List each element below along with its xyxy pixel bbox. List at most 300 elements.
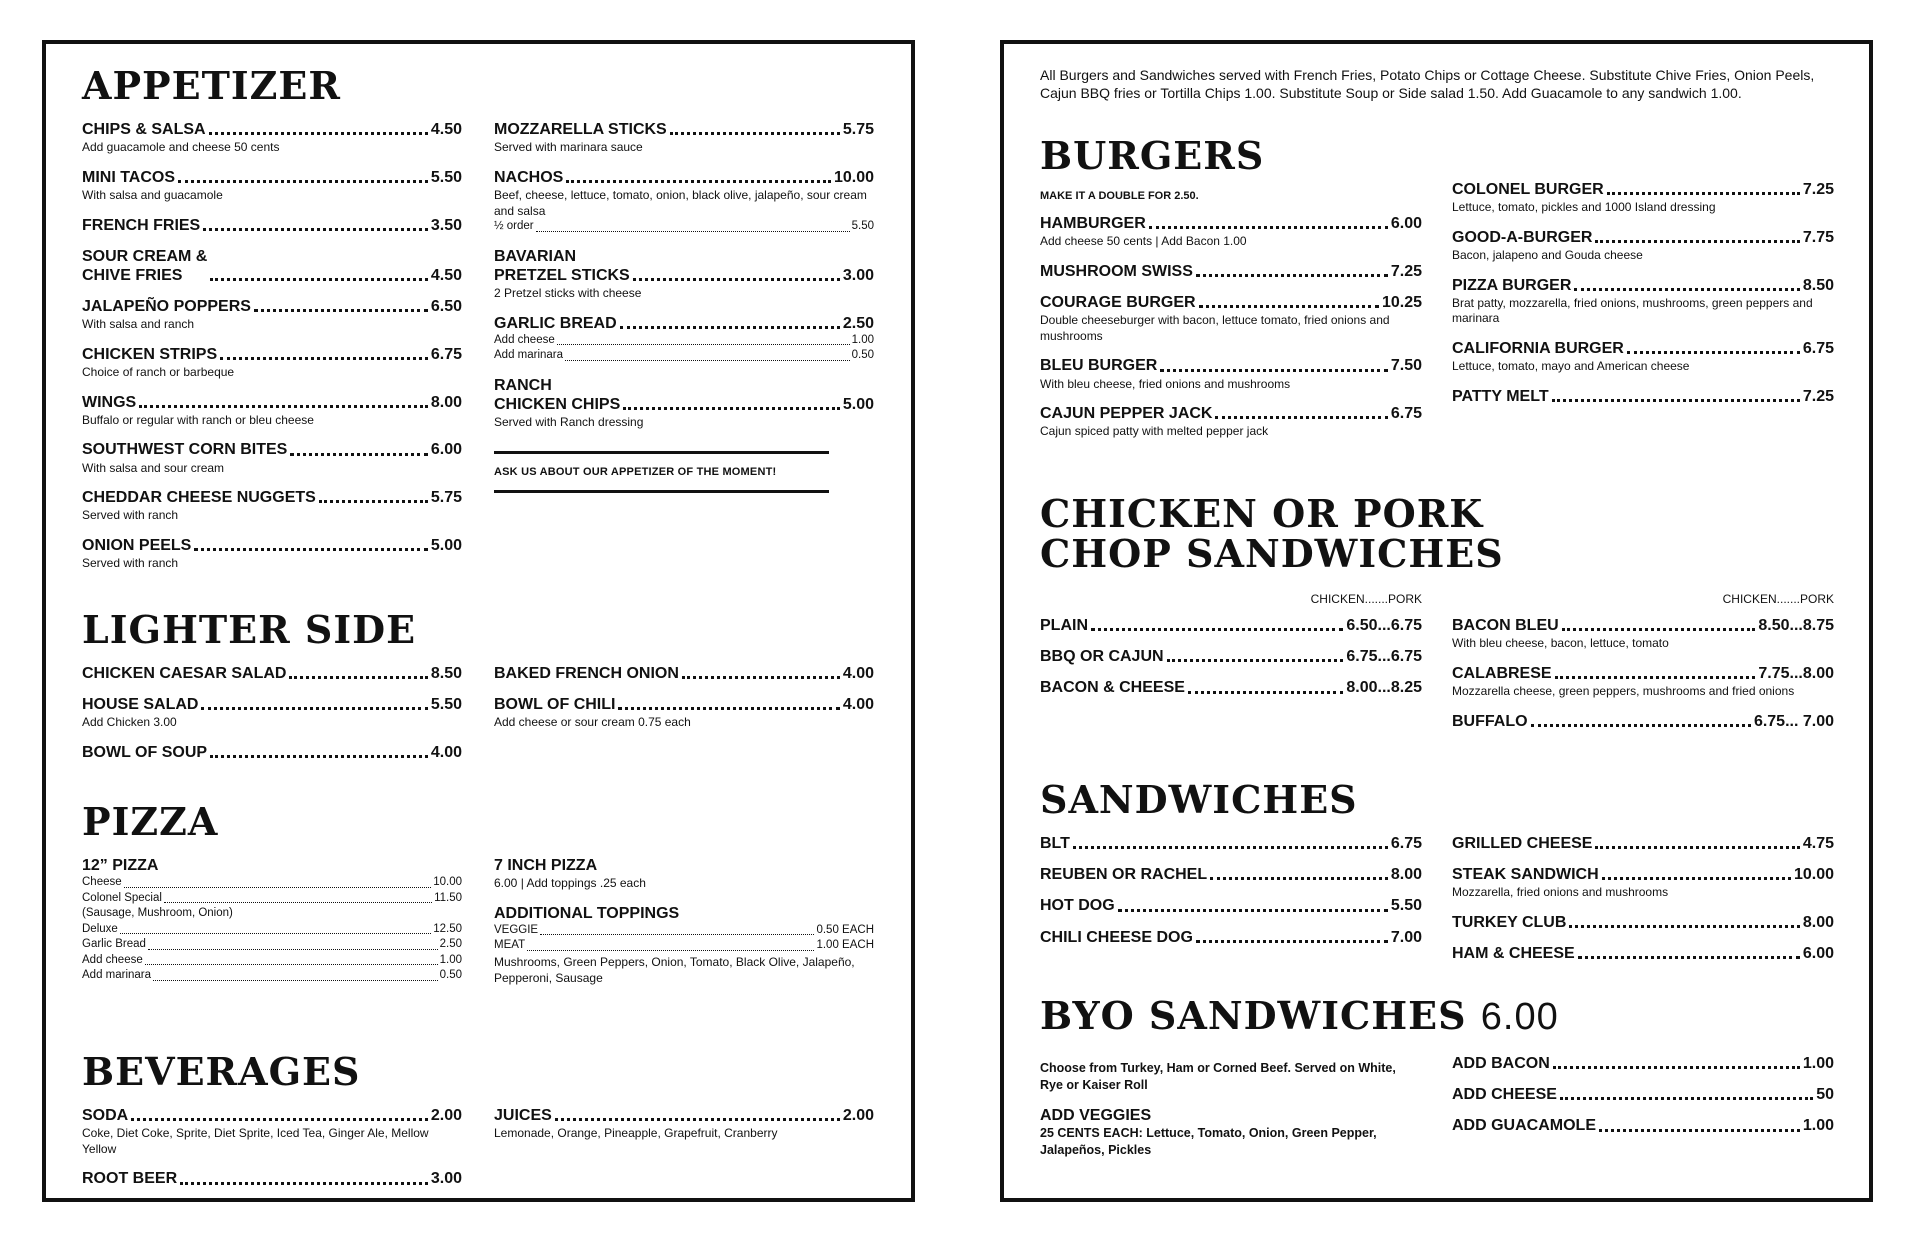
menu-item-name: GRILLED CHEESE <box>1452 835 1593 852</box>
menu-item-header <box>82 297 462 316</box>
menu-item-desc: Bacon, jalapeno and Gouda cheese <box>1452 247 1643 262</box>
menu-item-price: 4.75 <box>1802 835 1834 852</box>
menu-item-price: 6.00 <box>1802 945 1834 963</box>
menu-item-name: COLONEL BURGER <box>1452 181 1604 198</box>
price-row <box>82 875 462 891</box>
menu-item-price: 2.00 <box>842 1107 874 1124</box>
menu-item-desc: With bleu cheese, fried onions and mushrooms <box>1040 376 1291 391</box>
menu-item-header <box>82 1106 462 1125</box>
menu-item-price: 5.00 <box>430 537 462 555</box>
dot-leader <box>566 180 831 183</box>
menu-item <box>494 168 874 235</box>
menu-item-header <box>82 743 462 762</box>
dot-leader <box>139 405 428 408</box>
menu-item-price: 10.25 <box>1381 293 1422 311</box>
dot-leader <box>1091 628 1343 631</box>
menu-item-price: 7.00 <box>1390 928 1422 946</box>
sub-price-row <box>494 333 874 349</box>
dot-leader <box>1531 724 1751 727</box>
dot-leader <box>178 180 428 183</box>
menu-item-desc: Choice of ranch or barbeque <box>82 365 235 380</box>
menu-item-header <box>1040 865 1422 884</box>
menu-item <box>1452 1116 1834 1135</box>
menu-item-header <box>1452 180 1834 199</box>
menu-item-header <box>1040 262 1422 281</box>
sub-price-value: 5.50 <box>851 220 874 233</box>
dot-leader <box>1560 1097 1813 1100</box>
price-row-value: 1.00 EACH <box>816 939 874 952</box>
dot-leader <box>620 326 840 329</box>
byo-desc: Choose from Turkey, Ham or Corned Beef. Served on White, Rye or Kaiser Roll <box>1040 1061 1396 1092</box>
menu-item <box>1040 262 1422 281</box>
menu-item-desc: With bleu cheese, bacon, lettuce, tomato <box>1452 636 1669 651</box>
menu-item-header <box>1452 944 1834 963</box>
dot-leader <box>1160 369 1388 372</box>
menu-item-header <box>1040 834 1422 853</box>
menu-item-desc: Add cheese or sour cream 0.75 each <box>494 715 691 730</box>
dot-leader <box>319 500 428 503</box>
menu-item <box>1452 387 1834 406</box>
sub-price-value: 1.00 <box>851 333 874 346</box>
menu-item <box>1040 616 1422 635</box>
price-row-label: Add marinara <box>82 969 152 982</box>
dot-leader <box>1569 925 1799 928</box>
menu-item-name: BLEU BURGER <box>1040 357 1158 375</box>
menu-item-price: 3.00 <box>842 266 874 284</box>
dot-leader <box>1149 226 1388 229</box>
menu-item-header <box>82 536 462 555</box>
menu-item <box>1452 339 1834 375</box>
dot-leader <box>1118 909 1388 912</box>
menu-item <box>1452 944 1834 963</box>
menu-item-desc: Cajun spiced patty with melted pepper jack <box>1040 424 1269 439</box>
menu-item <box>1452 276 1834 327</box>
menu-item-name: STEAK SANDWICH <box>1452 866 1599 884</box>
dot-leader <box>220 357 428 360</box>
dot-leader <box>1627 351 1800 354</box>
sub-price-label: Add cheese <box>494 333 555 346</box>
dot-leader <box>194 548 428 551</box>
menu-item-name: CHICKEN CAESAR SALAD <box>82 665 287 682</box>
menu-item-name: ADD GUACAMOLE <box>1452 1117 1596 1135</box>
sandwiches-column-2 <box>1452 834 1834 975</box>
menu-item <box>1452 913 1834 932</box>
menu-item-header <box>1040 356 1422 375</box>
menu-item-name: PLAIN <box>1040 617 1088 634</box>
menu-item-name: CHEDDAR CHEESE NUGGETS <box>82 489 316 507</box>
menu-item-price: 5.50 <box>1390 897 1422 915</box>
menu-item <box>1040 293 1422 344</box>
menu-item-name: CALIFORNIA BURGER <box>1452 339 1624 357</box>
price-row-value: 0.50 <box>439 969 462 982</box>
menu-item-name: BAKED FRENCH ONION <box>494 665 679 682</box>
burgers-title: BURGERS <box>1040 133 1265 178</box>
menu-item-header <box>82 120 462 139</box>
dot-leader <box>540 934 814 935</box>
menu-item <box>494 695 874 731</box>
price-row-value: 12.50 <box>433 922 462 935</box>
menu-item-header <box>494 314 874 333</box>
menu-item <box>82 1169 462 1188</box>
menu-item <box>82 120 462 156</box>
price-row-value: 2.50 <box>439 938 462 951</box>
menu-item-desc: Buffalo or regular with ranch or bleu cheese <box>82 412 314 427</box>
menu-item-price: 6.75...6.75 <box>1346 648 1422 666</box>
menu-item-price: 8.00 <box>1802 913 1834 931</box>
menu-item-price: 6.75 <box>430 345 462 363</box>
dot-leader <box>1607 192 1800 195</box>
menu-item-header <box>494 120 874 139</box>
menu-item-name: CHILI CHEESE DOG <box>1040 928 1193 946</box>
pizza-12-title: 12” PIZZA <box>82 857 159 874</box>
price-row <box>494 938 874 954</box>
menu-item-header <box>1452 228 1834 247</box>
dot-leader <box>210 278 428 281</box>
menu-item-desc: Served with Ranch dressing <box>494 415 644 430</box>
price-row-label: Deluxe <box>82 922 118 935</box>
dot-leader <box>1196 274 1388 277</box>
price-row <box>82 906 462 922</box>
appetizer-column-2 <box>494 120 874 493</box>
menu-item-price: 8.50 <box>430 665 462 682</box>
menu-item-header <box>1452 1116 1834 1135</box>
menu-item-price: 6.75 <box>1802 339 1834 357</box>
menu-item-name: FRENCH FRIES <box>82 216 201 234</box>
menu-item <box>494 1106 874 1142</box>
menu-item-header <box>1452 834 1834 853</box>
beverages-title: BEVERAGES <box>82 1049 361 1094</box>
menu-item-header <box>1452 1085 1834 1104</box>
dot-leader <box>633 278 840 281</box>
sub-price-row <box>494 219 874 235</box>
dot-leader <box>536 231 850 232</box>
price-row <box>82 968 462 984</box>
sub-price-value: 0.50 <box>851 349 874 362</box>
dot-leader <box>1595 240 1799 243</box>
menu-item-header <box>82 440 462 459</box>
menu-item-header <box>1040 404 1422 423</box>
dot-leader <box>209 132 428 135</box>
menu-item-name: CHIPS & SALSA <box>82 121 206 138</box>
menu-item-name: HAM & CHEESE <box>1452 945 1575 963</box>
menu-item-price: 6.50 <box>430 298 462 316</box>
dot-leader <box>1602 877 1791 880</box>
pizza-title: PIZZA <box>82 799 219 844</box>
menu-item-header <box>82 345 462 364</box>
menu-item-name: SOUTHWEST CORN BITES <box>82 441 288 459</box>
menu-item <box>82 216 462 235</box>
menu-item-name: TURKEY CLUB <box>1452 913 1567 931</box>
price-row-label: VEGGIE <box>494 923 539 936</box>
lighter-side-column-2 <box>494 664 874 743</box>
dot-leader <box>623 407 840 410</box>
menu-item-header <box>494 695 874 714</box>
dot-leader <box>210 755 428 758</box>
menu-item-header <box>82 247 462 285</box>
dot-leader <box>289 676 427 679</box>
menu-item-price: 1.00 <box>1802 1055 1834 1072</box>
menu-item-name: JUICES <box>494 1107 552 1124</box>
price-row <box>82 937 462 953</box>
price-row-label: Cheese <box>82 876 122 889</box>
menu-item-price: 8.00...8.25 <box>1346 679 1422 697</box>
menu-item-desc: Served with ranch <box>82 556 179 571</box>
menu-item-desc: Add guacamole and cheese 50 cents <box>82 140 280 155</box>
menu-item <box>82 1106 462 1157</box>
menu-item-desc: Lettuce, tomato, mayo and American cheese <box>1452 359 1690 374</box>
menu-item-desc: With salsa and sour cream <box>82 460 225 475</box>
menu-item-name: BAVARIAN PRETZEL STICKS <box>494 247 630 284</box>
dot-leader <box>148 949 438 950</box>
menu-item-price: 4.50 <box>430 266 462 284</box>
lighter-side-title: LIGHTER SIDE <box>82 607 417 652</box>
menu-item-price: 5.50 <box>430 168 462 186</box>
dot-leader <box>153 980 438 981</box>
menu-item-price: 4.00 <box>430 743 462 761</box>
menu-item-desc: Mozzarella cheese, green peppers, mushrooms and fried onions <box>1452 683 1795 698</box>
menu-item-name: BLT <box>1040 835 1070 852</box>
chops-title-line-1: CHICKEN OR PORK <box>1040 491 1484 536</box>
menu-item-header <box>82 168 462 187</box>
price-row-label: Colonel Special <box>82 891 162 904</box>
menu-item-name: BUFFALO <box>1452 712 1528 730</box>
pizza-7-title: 7 INCH PIZZA <box>494 857 598 874</box>
menu-item-header <box>1040 678 1422 697</box>
burgers-column-2 <box>1452 180 1834 418</box>
dot-leader <box>1196 940 1388 943</box>
lighter-side-column-1 <box>82 664 462 774</box>
sandwiches-column-1 <box>1040 834 1422 959</box>
menu-item-header <box>82 664 462 683</box>
byo-title-text: BYO SANDWICHES <box>1040 993 1467 1038</box>
dot-leader <box>131 1118 428 1121</box>
menu-item-price: 5.50 <box>430 696 462 714</box>
menu-item <box>82 247 462 285</box>
dot-leader <box>1595 846 1799 849</box>
menu-item-name: ADD BACON <box>1452 1055 1550 1072</box>
dot-leader <box>1215 416 1387 419</box>
menu-item <box>494 120 874 156</box>
pizza-7-block <box>494 856 874 986</box>
chops-title <box>1040 491 1504 576</box>
menu-item <box>1452 1054 1834 1073</box>
menu-item <box>82 168 462 204</box>
pizza-7-desc: 6.00 | Add toppings .25 each <box>494 876 646 891</box>
menu-item-header <box>82 216 462 235</box>
beverages-column-2 <box>494 1106 874 1154</box>
menu-item-price: 2.00 <box>430 1107 462 1124</box>
menu-item-name: BACON & CHEESE <box>1040 679 1185 697</box>
menu-item-name: HOT DOG <box>1040 897 1115 915</box>
menu-item <box>1040 928 1422 947</box>
sub-price-label: Add marinara <box>494 349 564 362</box>
menu-item-header <box>494 1106 874 1125</box>
dot-leader <box>670 132 840 135</box>
price-row <box>82 953 462 969</box>
menu-item <box>494 314 874 364</box>
dot-leader <box>1555 676 1756 679</box>
dot-leader <box>1574 288 1799 291</box>
menu-item <box>82 440 462 476</box>
menu-item-price: 1.00 <box>1802 1117 1834 1135</box>
menu-item-price: 3.50 <box>430 216 462 234</box>
menu-item <box>1040 896 1422 915</box>
price-row-value: 0.50 EACH <box>816 923 874 936</box>
chops-col-header-1: CHICKEN.......PORK <box>1310 592 1422 606</box>
menu-item-price: 7.25 <box>1802 387 1834 405</box>
menu-item-header <box>82 695 462 714</box>
menu-item-name: GARLIC BREAD <box>494 314 617 332</box>
menu-item-price: 6.75 <box>1390 405 1422 423</box>
menu-item-name: ONION PEELS <box>82 537 192 555</box>
dot-leader <box>290 453 428 456</box>
menu-item-header <box>494 376 874 414</box>
menu-item-header <box>494 168 874 187</box>
dot-leader <box>120 933 431 934</box>
menu-item <box>1040 834 1422 853</box>
menu-item <box>494 664 874 683</box>
menu-item <box>82 743 462 762</box>
menu-item-name: CHICKEN STRIPS <box>82 345 218 363</box>
veggies-title: ADD VEGGIES <box>1040 1106 1152 1124</box>
menu-item-name: JALAPEÑO POPPERS <box>82 298 251 316</box>
menu-item-price: 6.75... 7.00 <box>1753 712 1834 730</box>
price-row <box>82 891 462 907</box>
veggies-desc: 25 CENTS EACH: Lettuce, Tomato, Onion, Green Pepper, Jalapeños, Pickles <box>1040 1125 1377 1157</box>
menu-item-price: 2.50 <box>842 314 874 332</box>
sub-price-row <box>494 348 874 364</box>
menu-item <box>1040 865 1422 884</box>
menu-item-name: ROOT BEER <box>82 1170 178 1188</box>
menu-item-name: GOOD-A-BURGER <box>1452 228 1593 246</box>
menu-item <box>1452 180 1834 216</box>
menu-item-price: 8.50 <box>1802 276 1834 294</box>
menu-item-price: 7.25 <box>1802 181 1834 198</box>
menu-item <box>1452 865 1834 901</box>
menu-item-price: 4.00 <box>842 665 874 682</box>
dot-leader <box>124 887 432 888</box>
menu-item <box>1040 214 1422 250</box>
dot-leader <box>565 360 850 361</box>
menu-item-header <box>1040 214 1422 233</box>
menu-item <box>1452 228 1834 264</box>
price-row-label: MEAT <box>494 939 526 952</box>
price-row <box>82 922 462 938</box>
menu-item-name: NACHOS <box>494 168 564 186</box>
menu-item <box>1040 647 1422 666</box>
menu-item <box>82 297 462 333</box>
dot-leader <box>1167 659 1344 662</box>
burgers-column-1 <box>1040 186 1422 452</box>
dot-leader <box>1199 305 1379 308</box>
beverages-column-1 <box>82 1106 462 1201</box>
menu-item-desc: Double cheeseburger with bacon, lettuce tomato, fried onions and mushrooms <box>1040 313 1390 343</box>
menu-item-header <box>1452 339 1834 358</box>
menu-item-price: 3.00 <box>430 1170 462 1188</box>
menu-item-price: 6.00 <box>1390 215 1422 232</box>
menu-item-name: CALABRESE <box>1452 664 1552 682</box>
sides-intro: All Burgers and Sandwiches served with French Fries, Potato Chips or Cottage Cheese. Substitute Chive Fries, Onion Peels, Cajun BBQ fries or Tortilla Chips 1.00. Substitute Soup or Side salad 1.50. Add Guacamole to any sandwich 1.00. <box>1040 67 1815 102</box>
menu-item <box>1040 678 1422 697</box>
menu-item-header <box>1040 616 1422 635</box>
dot-leader <box>1553 1066 1800 1069</box>
menu-item-price: 6.75 <box>1390 835 1422 852</box>
dot-leader <box>618 707 839 710</box>
chops-title-line-2: CHOP SANDWICHES <box>1040 530 1504 576</box>
menu-item-header <box>1452 913 1834 932</box>
menu-item <box>494 247 874 302</box>
byo-title <box>1040 993 1559 1038</box>
dot-leader <box>1562 628 1756 631</box>
menu-item-name: BOWL OF CHILI <box>494 696 616 714</box>
menu-item <box>1452 834 1834 853</box>
menu-item-price: 6.00 <box>430 441 462 459</box>
menu-item <box>494 376 874 431</box>
price-row-value: 1.00 <box>439 953 462 966</box>
dot-leader <box>557 344 850 345</box>
menu-item-header <box>1040 293 1422 312</box>
toppings-title: ADDITIONAL TOPPINGS <box>494 904 680 922</box>
dot-leader <box>201 707 427 710</box>
menu-item-desc: Coke, Diet Coke, Sprite, Diet Sprite, Iced Tea, Ginger Ale, Mellow Yellow <box>82 1126 429 1156</box>
byo-price: 6.00 <box>1480 996 1559 1038</box>
byo-column-2 <box>1452 1054 1834 1148</box>
menu-item-price: 10.00 <box>833 168 874 186</box>
price-row-label: Garlic Bread <box>82 938 146 951</box>
menu-item-header <box>1040 647 1422 666</box>
menu-item-name: SOUR CREAM & CHIVE FRIES <box>82 247 208 284</box>
menu-item-desc: Add cheese 50 cents | Add Bacon 1.00 <box>1040 234 1247 249</box>
menu-item <box>82 393 462 429</box>
price-row-label: (Sausage, Mushroom, Onion) <box>82 907 233 920</box>
menu-item-price: 7.50 <box>1390 357 1422 375</box>
menu-item-header <box>1452 616 1834 635</box>
menu-item-price: 8.50...8.75 <box>1758 617 1834 634</box>
menu-item-name: MUSHROOM SWISS <box>1040 262 1193 280</box>
dot-leader <box>555 1118 840 1121</box>
menu-item-header <box>82 488 462 507</box>
menu-item-price: 4.00 <box>842 696 874 714</box>
menu-item-desc: With salsa and guacamole <box>82 187 223 202</box>
menu-item-header <box>1452 865 1834 884</box>
menu-item-price: 7.75...8.00 <box>1758 664 1834 682</box>
menu-item-name: HOUSE SALAD <box>82 696 199 714</box>
menu-item-name: BOWL OF SOUP <box>82 743 208 761</box>
menu-item-desc: Served with ranch <box>82 508 179 523</box>
dot-leader <box>1188 691 1343 694</box>
menu-item-name: MINI TACOS <box>82 168 176 186</box>
dot-leader <box>145 964 438 965</box>
menu-item-price: 5.00 <box>842 396 874 414</box>
chops-col-header-2: CHICKEN.......PORK <box>1722 592 1834 606</box>
menu-item <box>82 536 462 572</box>
right-menu-page <box>1000 40 1873 1202</box>
menu-item-header <box>1452 664 1834 683</box>
menu-item-name: BBQ OR CAJUN <box>1040 648 1164 666</box>
dot-leader <box>1578 956 1800 959</box>
menu-item-name: HAMBURGER <box>1040 215 1146 232</box>
menu-item <box>82 695 462 731</box>
toppings-desc: Mushrooms, Green Peppers, Onion, Tomato, Black Olive, Jalapeño, Pepperoni, Sausage <box>494 955 855 985</box>
menu-item-name: ADD CHEESE <box>1452 1086 1557 1104</box>
menu-item-desc: Add Chicken 3.00 <box>82 715 177 730</box>
menu-item-price: 50 <box>1816 1086 1834 1104</box>
dot-leader <box>527 950 814 951</box>
dot-leader <box>1210 877 1388 880</box>
menu-item-desc: Served with marinara sauce <box>494 140 643 155</box>
menu-item-name: PIZZA BURGER <box>1452 276 1572 294</box>
menu-item-header <box>82 393 462 412</box>
